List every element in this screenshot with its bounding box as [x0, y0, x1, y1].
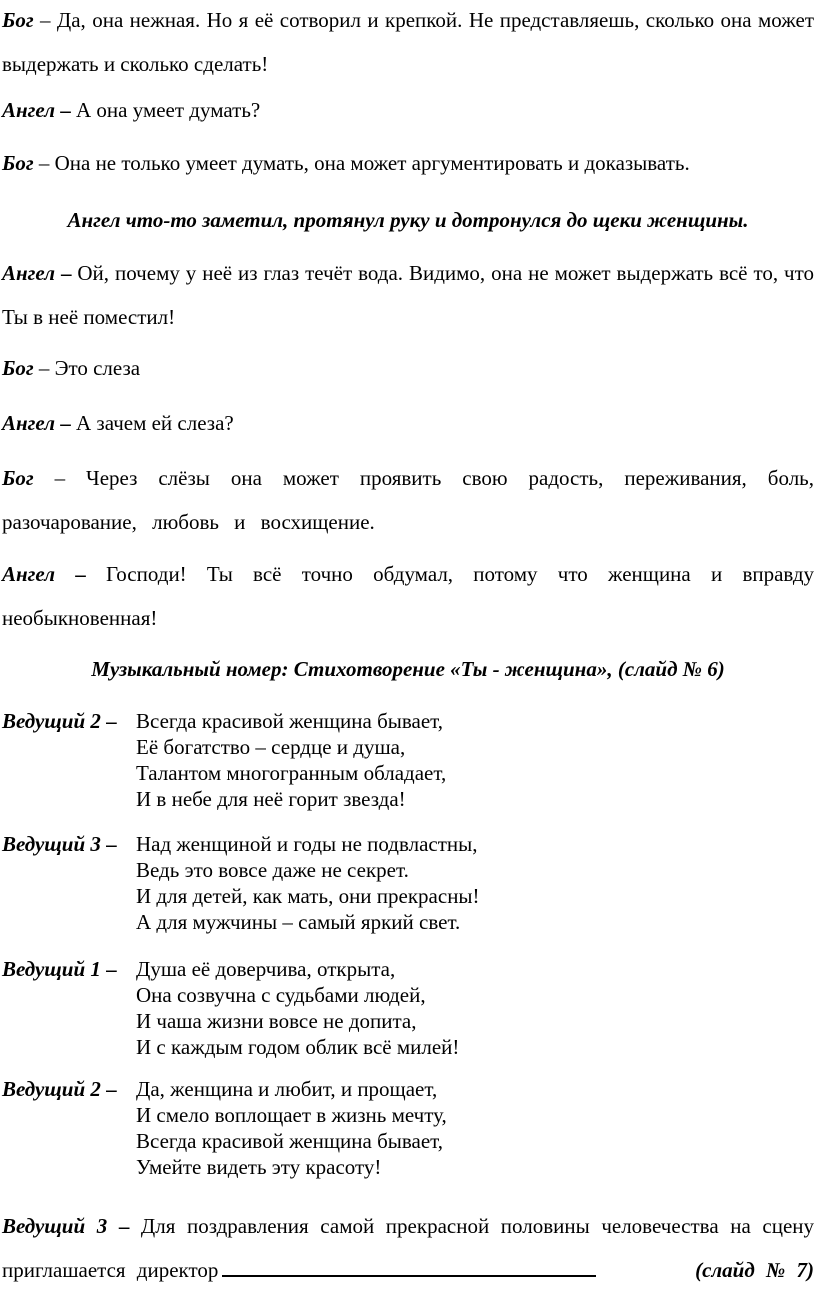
- dialogue-line: [2, 346, 814, 390]
- speaker-name: Ангел: [2, 98, 55, 122]
- verse-lines: [136, 831, 480, 935]
- dialogue-line: [2, 88, 814, 132]
- line-text: Это слеза: [54, 356, 141, 380]
- director-name-blank: [222, 1257, 596, 1277]
- dialogue-line: [2, 456, 814, 544]
- verse-line: И смело воплощает в жизнь мечту,: [136, 1103, 447, 1127]
- speaker-name: Ангел: [2, 261, 55, 285]
- verse-line: Талантом многогранным обладает,: [136, 761, 447, 785]
- verse-lines: [136, 1076, 447, 1180]
- speaker-name: Ангел: [2, 411, 55, 435]
- verse-line: Всегда красивой женщина бывает,: [136, 709, 444, 733]
- separator: –: [55, 562, 106, 586]
- speaker-name: Ведущий 3: [2, 1214, 108, 1238]
- verse-line: И в небе для неё горит звезда!: [136, 787, 406, 811]
- verse-lines: [136, 956, 459, 1060]
- line-text: Для поздравления самой прекрасной половины человечества на сцену приглашается директор: [2, 1214, 814, 1282]
- separator: –: [100, 832, 117, 856]
- speaker-name: Бог: [2, 151, 34, 175]
- verse-speaker: [2, 956, 117, 982]
- line-text: Господи! Ты всё точно обдумал, потому что женщина и вправду необыкновенная!: [2, 562, 815, 630]
- separator: –: [33, 356, 55, 380]
- line-text: Да, она нежная. Но я её сотворил и крепкой. Не представляешь, сколько она может выдержать и сколько сделать!: [2, 8, 814, 76]
- line-text: Через слёзы она может проявить свою радость, переживания, боль, разочарование, любовь и восхищение.: [2, 466, 814, 534]
- verse-speaker: [2, 831, 117, 857]
- separator: –: [100, 1077, 117, 1101]
- verse-line: И для детей, как мать, они прекрасны!: [136, 884, 480, 908]
- line-text: А зачем ей слеза?: [76, 411, 234, 435]
- speaker-name: Бог: [2, 8, 34, 32]
- dialogue-line: [2, 0, 814, 86]
- stage-direction: Ангел что-то заметил, протянул руку и дотронулся до щеки женщины.: [67, 208, 749, 232]
- separator: –: [107, 1214, 141, 1238]
- verse-lines: [136, 708, 446, 812]
- separator: –: [33, 8, 57, 32]
- separator: –: [33, 466, 87, 490]
- separator: –: [55, 411, 76, 435]
- speaker-name: Ангел: [2, 562, 55, 586]
- verse-line: И с каждым годом облик всё милей!: [136, 1035, 460, 1059]
- dialogue-line: [2, 401, 814, 445]
- dialogue-line: [2, 141, 814, 185]
- separator: –: [100, 957, 117, 981]
- slide-note: (слайд № 7): [695, 1258, 814, 1282]
- verse-line: Она созвучна с судьбами людей,: [136, 983, 426, 1007]
- verse-line: А для мужчины – самый яркий свет.: [136, 910, 461, 934]
- verse-line: Умейте видеть эту красоту!: [136, 1155, 382, 1179]
- separator: –: [55, 261, 78, 285]
- verse-line: Душа её доверчива, открыта,: [136, 957, 396, 981]
- dialogue-line: [2, 552, 814, 640]
- separator: –: [100, 709, 117, 733]
- final-announcement: [2, 1204, 814, 1292]
- verse-line: Всегда красивой женщина бывает,: [136, 1129, 444, 1153]
- speaker-name: Ведущий 2: [2, 1077, 101, 1101]
- speaker-name: Ведущий 1: [2, 957, 101, 981]
- verse-line: Её богатство – сердце и душа,: [136, 735, 406, 759]
- verse-speaker: [2, 708, 117, 734]
- line-text: Она не только умеет думать, она может аргументировать и доказывать.: [54, 151, 690, 175]
- dialogue-line: [2, 251, 814, 339]
- speaker-name: Ведущий 3: [2, 832, 101, 856]
- verse-line: И чаша жизни вовсе не допита,: [136, 1009, 417, 1033]
- speaker-name: Бог: [2, 356, 34, 380]
- line-text: Ой, почему у неё из глаз течёт вода. Видимо, она не может выдержать всё то, что Ты в неё поместил!: [2, 261, 814, 329]
- verse-line: Ведь это вовсе даже не секрет.: [136, 858, 409, 882]
- separator: –: [33, 151, 55, 175]
- music-number-heading: Музыкальный номер: Стихотворение «Ты - женщина», (слайд № 6): [91, 657, 725, 681]
- speaker-name: Ведущий 2: [2, 709, 101, 733]
- verse-line: Да, женщина и любит, и прощает,: [136, 1077, 438, 1101]
- verse-speaker: [2, 1076, 117, 1102]
- line-text: А она умеет думать?: [76, 98, 261, 122]
- speaker-name: Бог: [2, 466, 34, 490]
- verse-line: Над женщиной и годы не подвластны,: [136, 832, 478, 856]
- separator: –: [55, 98, 76, 122]
